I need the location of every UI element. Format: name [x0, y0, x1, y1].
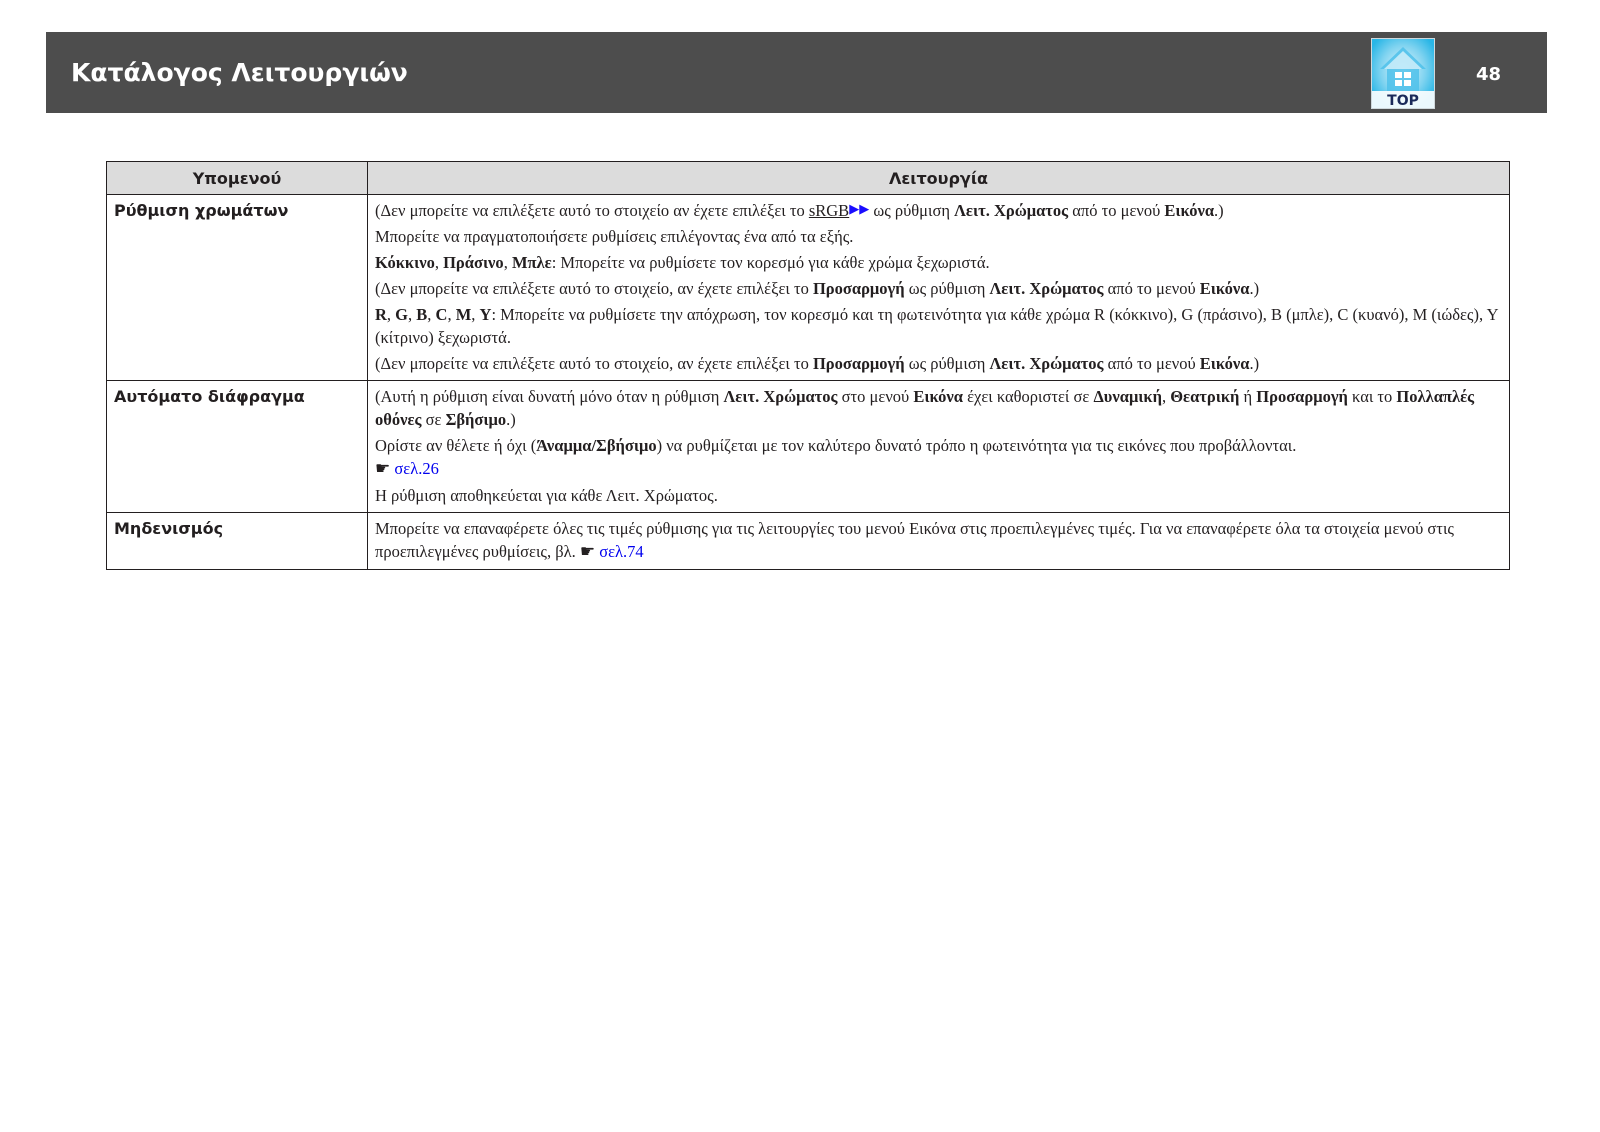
page-number: 48 [1476, 64, 1502, 85]
function-cell [368, 513, 1510, 570]
paragraph: Κόκκινο, Πράσινο, Μπλε: Μπορείτε να ρυθμίσετε τον κορεσμό για κάθε χρώμα ξεχωριστά. [375, 253, 990, 272]
top-button[interactable] [1371, 38, 1435, 109]
table-row [107, 381, 1510, 513]
submenu-cell: Ρύθμιση χρωμάτων [107, 195, 368, 381]
glossary-arrow-icon[interactable]: ▶▶ [849, 201, 870, 216]
submenu-cell: Μηδενισμός [107, 513, 368, 570]
paragraph: (Δεν μπορείτε να επιλέξετε αυτό το στοιχείο, αν έχετε επιλέξει το Προσαρμογή ως ρύθμιση Λειτ. Χρώματος από το μενού Εικόνα.) [375, 279, 1260, 298]
col-header-submenu: Υπομενού [107, 162, 368, 195]
col-header-function: Λειτουργία [368, 162, 1510, 195]
function-cell [368, 381, 1510, 513]
paragraph: Η ρύθμιση αποθηκεύεται για κάθε Λειτ. Χρώματος. [375, 486, 718, 505]
pointing-hand-icon: ☛ [375, 459, 391, 479]
table-header-row [107, 162, 1510, 195]
paragraph: (Αυτή η ρύθμιση είναι δυνατή μόνο όταν η ρύθμιση Λειτ. Χρώματος στο μενού Εικόνα έχει καθοριστεί σε Δυναμική, Θεατρική ή Προσαρμογή και το Πολλαπλές οθόνες σε Σβήσιμο.) [375, 387, 1475, 429]
function-table [106, 161, 1510, 570]
page-74-link[interactable]: σελ.74 [599, 542, 644, 561]
page-title: Κατάλογος Λειτουργιών [71, 58, 408, 87]
paragraph: Μπορείτε να επαναφέρετε όλες τις τιμές ρύθμισης για τις λειτουργίες του μενού Εικόνα στις προεπιλεγμένες τιμές. Για να επαναφέρετε όλα τα στοιχεία μενού στις προεπιλεγμένες ρυθμίσεις, βλ. ☛ σελ.74 [375, 519, 1454, 562]
pointing-hand-icon: ☛ [579, 542, 596, 562]
table-row [107, 195, 1510, 381]
top-label: TOP [1387, 93, 1419, 108]
paragraph: Μπορείτε να πραγματοποιήσετε ρυθμίσεις επιλέγοντας ένα από τα εξής. [375, 227, 854, 246]
paragraph: Ορίστε αν θέλετε ή όχι (Άναμμα/Σβήσιμο) να ρυθμίζεται με τον καλύτερο δυνατό τρόπο η φωτεινότητα για τις εικόνες που προβάλλονται. ☛ σελ.26 [375, 436, 1297, 479]
function-cell [368, 195, 1510, 381]
paragraph: (Δεν μπορείτε να επιλέξετε αυτό το στοιχείο αν έχετε επιλέξει το sRGB▶▶ ως ρύθμιση Λειτ. Χρώματος από το μενού Εικόνα.) [375, 201, 1224, 220]
home-top-icon [1372, 39, 1434, 108]
submenu-cell: Αυτόματο διάφραγμα [107, 381, 368, 513]
paragraph: (Δεν μπορείτε να επιλέξετε αυτό το στοιχείο, αν έχετε επιλέξει το Προσαρμογή ως ρύθμιση Λειτ. Χρώματος από το μενού Εικόνα.) [375, 354, 1260, 373]
srgb-glossary-link[interactable]: sRGB [808, 201, 850, 220]
paragraph: R, G, B, C, M, Y: Μπορείτε να ρυθμίσετε την απόχρωση, τον κορεσμό και τη φωτεινότητα για κάθε χρώμα R (κόκκινο), G (πράσινο), B (μπλε), C (κυανό), M (ιώδες), Y (κίτρινο) ξεχωριστά. [375, 305, 1498, 347]
page-26-link[interactable]: σελ.26 [394, 459, 439, 478]
table-row [107, 513, 1510, 570]
page-header [46, 32, 1547, 113]
